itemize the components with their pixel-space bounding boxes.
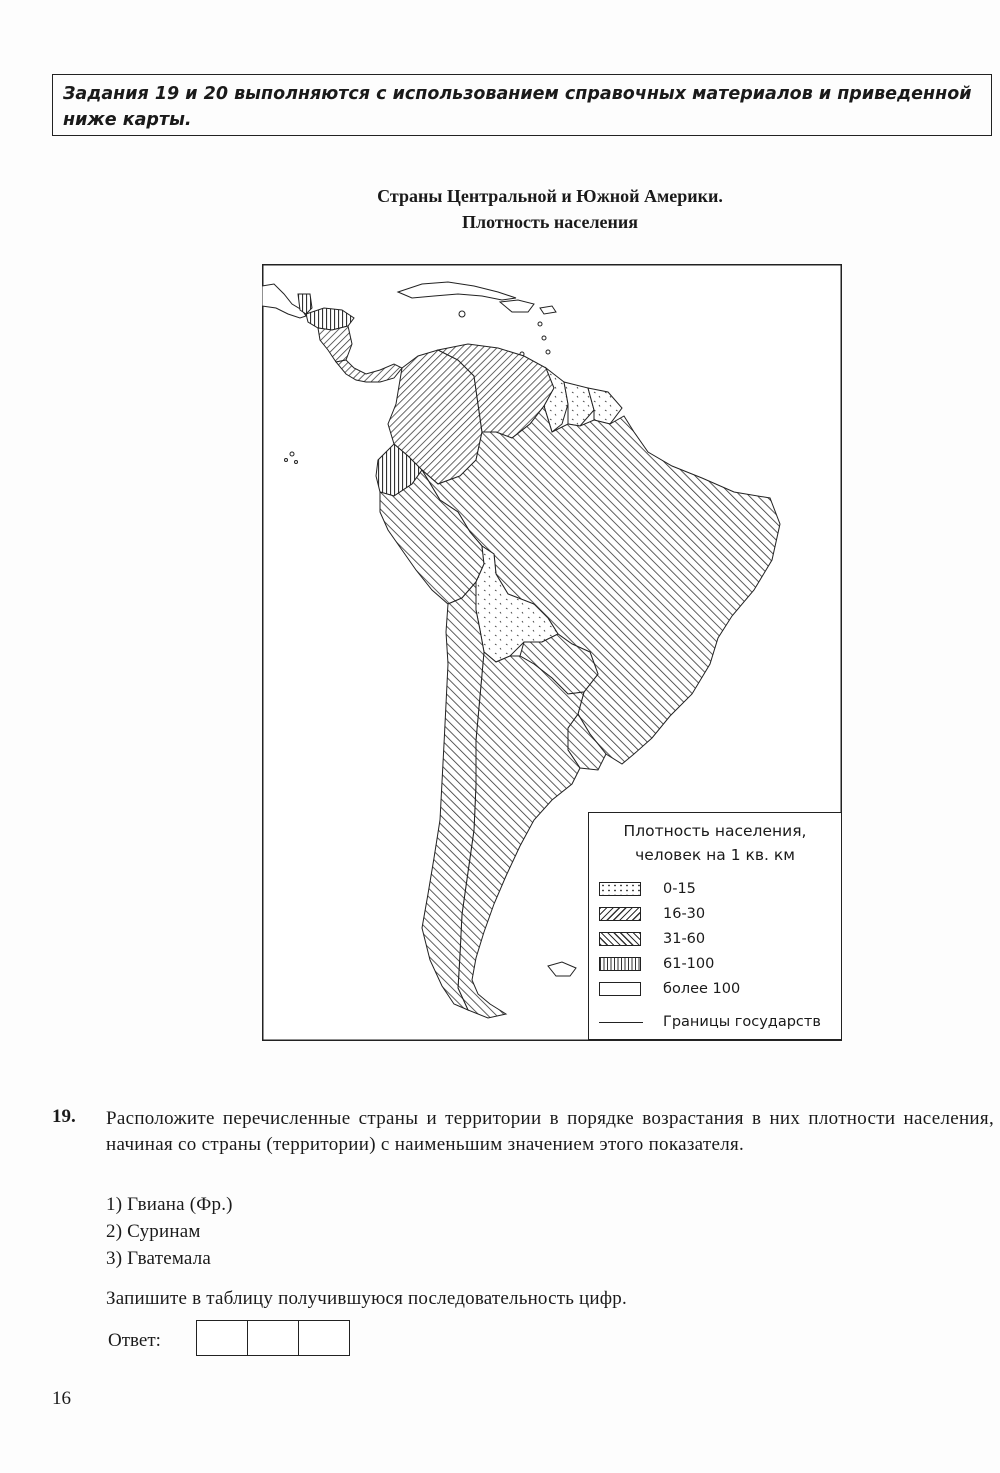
legend-label: 16-30: [663, 906, 706, 922]
legend-item-0-15: [599, 881, 696, 897]
option-1: 1) Гвиана (Фр.): [106, 1194, 233, 1215]
legend-item-61-100: [599, 956, 714, 972]
answer-table: [196, 1320, 350, 1356]
map-title-line1: Страны Центральной и Южной Америки.: [377, 186, 723, 206]
task-instruction-box: [52, 74, 992, 136]
legend-item-31-60: [599, 931, 705, 947]
task-instruction-text: Задания 19 и 20 выполняются с использованием справочных материалов и приведенной ниже карты.: [63, 84, 972, 130]
answer-cell-3[interactable]: [298, 1320, 350, 1356]
answer-cell-1[interactable]: [196, 1320, 248, 1356]
legend-label: более 100: [663, 981, 741, 997]
diagonal-left-pattern-swatch: [599, 932, 641, 946]
answer-label: Ответ:: [108, 1330, 161, 1351]
question-number: 19.: [52, 1106, 76, 1127]
legend-label: 61-100: [663, 956, 715, 972]
map-title-line2: Плотность населения: [461, 212, 639, 232]
legend-title-line2: человек на 1 кв. км: [635, 846, 795, 864]
legend-border-label: Границы государств: [663, 1014, 821, 1030]
map-legend: [588, 812, 842, 1040]
question-text: Расположите перечисленные страны и территории в порядке возрастания в них плотности населения, начиная со страны (территории) с наименьшим значением этого показателя.: [106, 1108, 994, 1155]
option-3: 3) Гватемала: [106, 1248, 212, 1269]
vertical-pattern-swatch: [599, 957, 641, 971]
legend-label: 31-60: [663, 931, 706, 947]
legend-item-over-100: [599, 981, 740, 997]
diagonal-right-pattern-swatch: [599, 907, 641, 921]
border-line-swatch: [599, 1022, 643, 1023]
legend-item-borders: [599, 1014, 821, 1030]
page-number: 16: [52, 1388, 71, 1409]
legend-title-line1: Плотность населения,: [623, 822, 807, 840]
answer-instruction: Запишите в таблицу получившуюся последовательность цифр.: [106, 1288, 627, 1309]
dots-pattern-swatch: [599, 882, 641, 896]
answer-cell-2[interactable]: [247, 1320, 299, 1356]
option-2: 2) Суринам: [106, 1221, 201, 1242]
legend-item-16-30: [599, 906, 705, 922]
legend-label: 0-15: [663, 881, 696, 897]
blank-pattern-swatch: [599, 982, 641, 996]
